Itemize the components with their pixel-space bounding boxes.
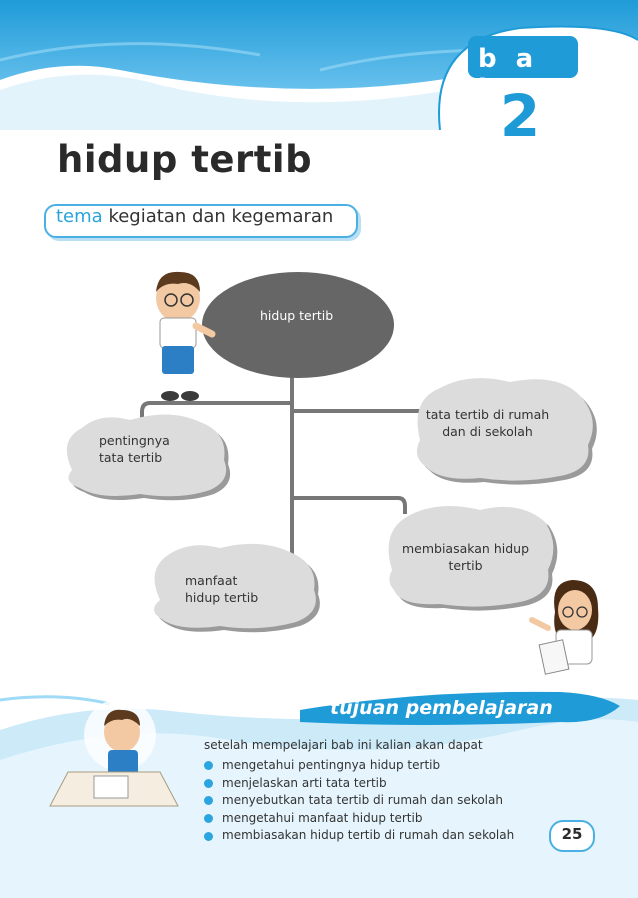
objectives-heading: tujuan pembelajaran bbox=[330, 697, 553, 719]
page-title: hidup tertib bbox=[57, 138, 313, 181]
list-item bbox=[204, 792, 514, 810]
center-node bbox=[202, 272, 394, 378]
bullet-icon bbox=[204, 832, 213, 841]
bullet-icon bbox=[204, 761, 213, 770]
bullet-icon bbox=[204, 814, 213, 823]
bullet-icon bbox=[204, 779, 213, 788]
list-item bbox=[204, 775, 514, 793]
page-number: 25 bbox=[561, 825, 583, 843]
objectives-intro: setelah mempelajari bab ini kalian akan dapat bbox=[204, 738, 483, 752]
chapter-number: 2 bbox=[499, 82, 541, 150]
bullet-icon bbox=[204, 796, 213, 805]
theme-text: kegiatan dan kegemaran bbox=[108, 206, 334, 227]
objective-text: menjelaskan arti tata tertib bbox=[222, 775, 387, 790]
boy-pointing-illustration bbox=[156, 272, 212, 401]
center-node-label: hidup tertib bbox=[260, 308, 334, 323]
list-item bbox=[204, 827, 514, 845]
theme-line bbox=[56, 206, 333, 227]
node-label-tata-tertib-rumah: tata tertib di rumah dan di sekolah bbox=[425, 407, 550, 439]
theme-prefix: tema bbox=[56, 206, 103, 227]
objective-text: mengetahui manfaat hidup tertib bbox=[222, 810, 423, 825]
objective-text: membiasakan hidup tertib di rumah dan sekolah bbox=[222, 828, 515, 843]
node-label-manfaat: manfaat hidup tertib bbox=[185, 573, 259, 605]
list-item bbox=[204, 757, 514, 775]
objective-text: menyebutkan tata tertib di rumah dan sekolah bbox=[222, 793, 503, 808]
node-label-membiasakan: membiasakan hidup tertib bbox=[401, 541, 530, 573]
list-item bbox=[204, 810, 514, 828]
chapter-label: b a b bbox=[478, 44, 539, 104]
objective-text: mengetahui pentingnya hidup tertib bbox=[222, 758, 441, 772]
objectives-list bbox=[204, 757, 514, 845]
node-label-pentingnya: pentingnya tata tertib bbox=[99, 433, 170, 465]
